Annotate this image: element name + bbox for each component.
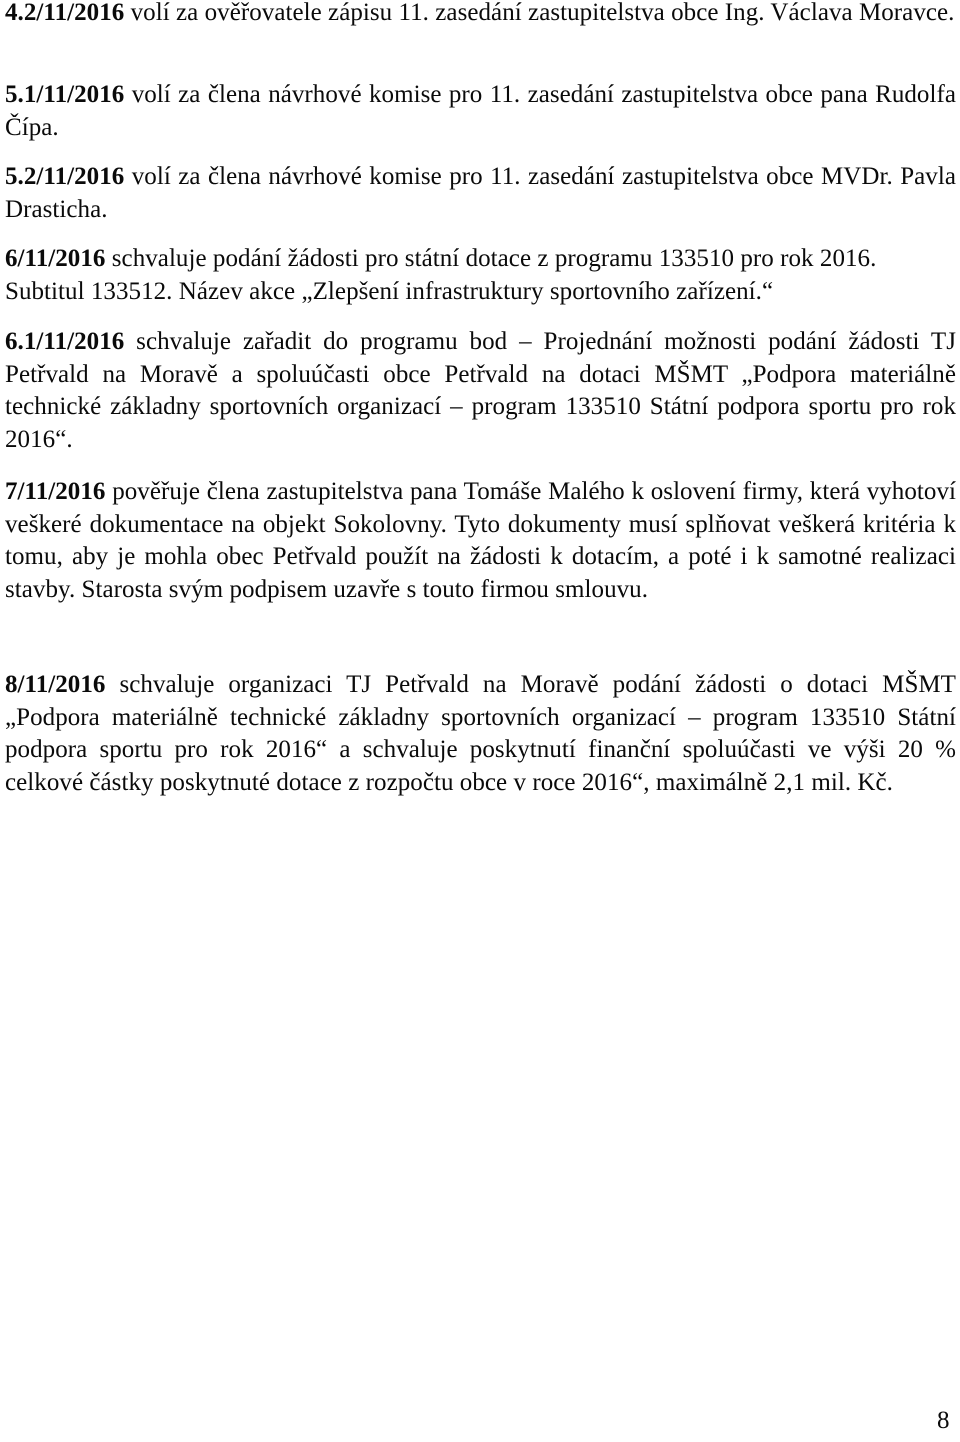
document-page xyxy=(5,0,956,1442)
resolution-text: pověřuje člena zastupitelstva pana Tomáše Malého k oslovení firmy, která vyhotoví veškeré dokumentace na objekt Sokolovny. Tyto dokumenty musí splňovat veškerá kritéria k tomu, aby je mohla obec Petřvald použít na žádosti k dotacím, a poté i k samotné realizaci stavby. Starosta svým podpisem uzavře s touto firmou smlouvu. xyxy=(5,478,956,603)
resolution-number: 8/11/2016 xyxy=(5,671,106,698)
resolution-6-1 xyxy=(5,326,956,456)
resolution-6 xyxy=(5,243,956,308)
resolution-text: volí za člena návrhové komise pro 11. zasedání zastupitelstva obce MVDr. Pavla Drasticha. xyxy=(5,163,956,223)
resolution-number: 6.1/11/2016 xyxy=(5,328,125,355)
resolution-5-1 xyxy=(5,79,956,144)
resolution-number: 4.2/11/2016 xyxy=(5,0,125,26)
resolution-7 xyxy=(5,476,956,606)
resolution-number: 5.2/11/2016 xyxy=(5,163,125,190)
resolution-number: 6/11/2016 xyxy=(5,245,106,272)
resolution-text: volí za ověřovatele zápisu 11. zasedání zastupitelstva obce Ing. Václava Moravce. xyxy=(124,0,955,26)
resolution-text: schvaluje zařadit do programu bod – Projednání možnosti podání žádosti TJ Petřvald na Moravě a spoluúčasti obce Petřvald na dotaci MŠMT „Podpora materiálně technické základny sportovních organizací – program 133510 Státní podpora sportu pro rok 2016“. xyxy=(5,328,956,453)
resolution-8 xyxy=(5,669,956,799)
resolution-5-2 xyxy=(5,161,956,226)
resolution-number: 7/11/2016 xyxy=(5,478,106,505)
page-number: 8 xyxy=(937,1407,950,1434)
resolution-text: volí za člena návrhové komise pro 11. zasedání zastupitelstva obce pana Rudolfa Čípa. xyxy=(5,81,956,141)
resolution-text: schvaluje podání žádosti pro státní dotace z programu 133510 pro rok 2016. Subtitul 133512. Název akce „Zlepšení infrastruktury sportovního zařízení.“ xyxy=(5,245,877,305)
resolution-4-2 xyxy=(5,0,956,30)
resolution-text: schvaluje organizaci TJ Petřvald na Moravě podání žádosti o dotaci MŠMT „Podpora materiálně technické základny sportovních organizací – program 133510 Státní podpora sportu pro rok 2016“ a schvaluje poskytnutí finanční spoluúčasti ve výši 20 % celkové částky poskytnuté dotace z rozpočtu obce v roce 2016“, maximálně 2,1 mil. Kč. xyxy=(5,671,956,796)
resolution-number: 5.1/11/2016 xyxy=(5,81,125,108)
